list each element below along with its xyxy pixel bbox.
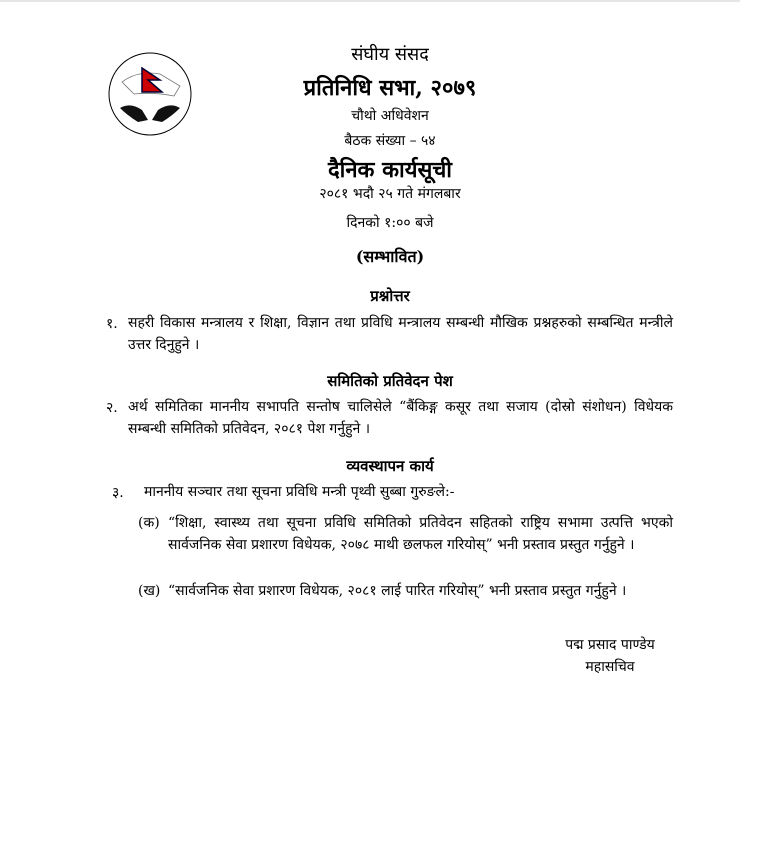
item-text: अर्थ समितिका माननीय सभापति सन्तोष चालिसेले “बैंकिङ्ग कसूर तथा सजाय (दोस्रो संशोधन) विधेयक सम्बन्धी समितिको प्रतिवेदन, २०८१ पेश गर्नुहुने । <box>128 399 673 437</box>
date: २०८१ भदौ २५ गते मंगलबार <box>319 186 461 202</box>
meeting-number: बैठक संख्या – ५४ <box>344 133 436 149</box>
sub-item <box>138 580 673 602</box>
signatory-title: महासचिव <box>585 659 635 675</box>
item-number: ३. <box>112 485 124 501</box>
parliament-logo <box>108 52 192 136</box>
section-heading: व्यवस्थापन कार्य <box>346 457 434 475</box>
item-number: १. <box>106 316 118 332</box>
section-heading: समितिको प्रतिवेदन पेश <box>327 372 453 390</box>
item-number: २. <box>106 400 118 416</box>
document-title: दैनिक कार्यसूची <box>327 157 453 183</box>
sub-item-label: (ख) <box>138 583 161 599</box>
tentative-label: (सम्भावित) <box>355 247 425 266</box>
sub-item <box>138 512 673 556</box>
item-text: माननीय सञ्चार तथा सूचना प्रविधि मन्त्री पृथ्वी सुब्बा गुरुङले:- <box>144 484 455 500</box>
page-top-border <box>0 0 740 2</box>
time: दिनको १:०० बजे <box>346 215 434 231</box>
section-heading: प्रश्नोत्तर <box>370 287 410 305</box>
item-text: सहरी विकास मन्त्रालय र शिक्षा, विज्ञान तथा प्रविधि मन्त्रालय सम्बन्धी मौखिक प्रश्नहरुको सम्बन्धित मन्त्रीले उत्तर दिनुहुने । <box>128 315 673 353</box>
sub-item-text: “सार्वजनिक सेवा प्रशारण विधेयक, २०८१ लाई पारित गरियोस्” भनी प्रस्ताव प्रस्तुत गर्नुहुने । <box>168 583 627 599</box>
signatory-name: पद्म प्रसाद पाण्डेय <box>565 637 655 653</box>
sub-item-text: “शिक्षा, स्वास्थ्य तथा सूचना प्रविधि समितिको प्रतिवेदन सहितको राष्ट्रिय सभामा उत्पत्ति भएको सार्वजनिक सेवा प्रशारण विधेयक, २०७८ माथी छलफल गरियोस्” भनी प्रस्ताव प्रस्तुत गर्नुहुने । <box>168 515 673 553</box>
sub-item-label: (क) <box>138 515 160 531</box>
session: चौथो अधिवेशन <box>351 108 429 124</box>
house-name: प्रतिनिधि सभा, २०७९ <box>303 75 477 101</box>
parliament-name: संघीय संसद <box>351 44 429 65</box>
